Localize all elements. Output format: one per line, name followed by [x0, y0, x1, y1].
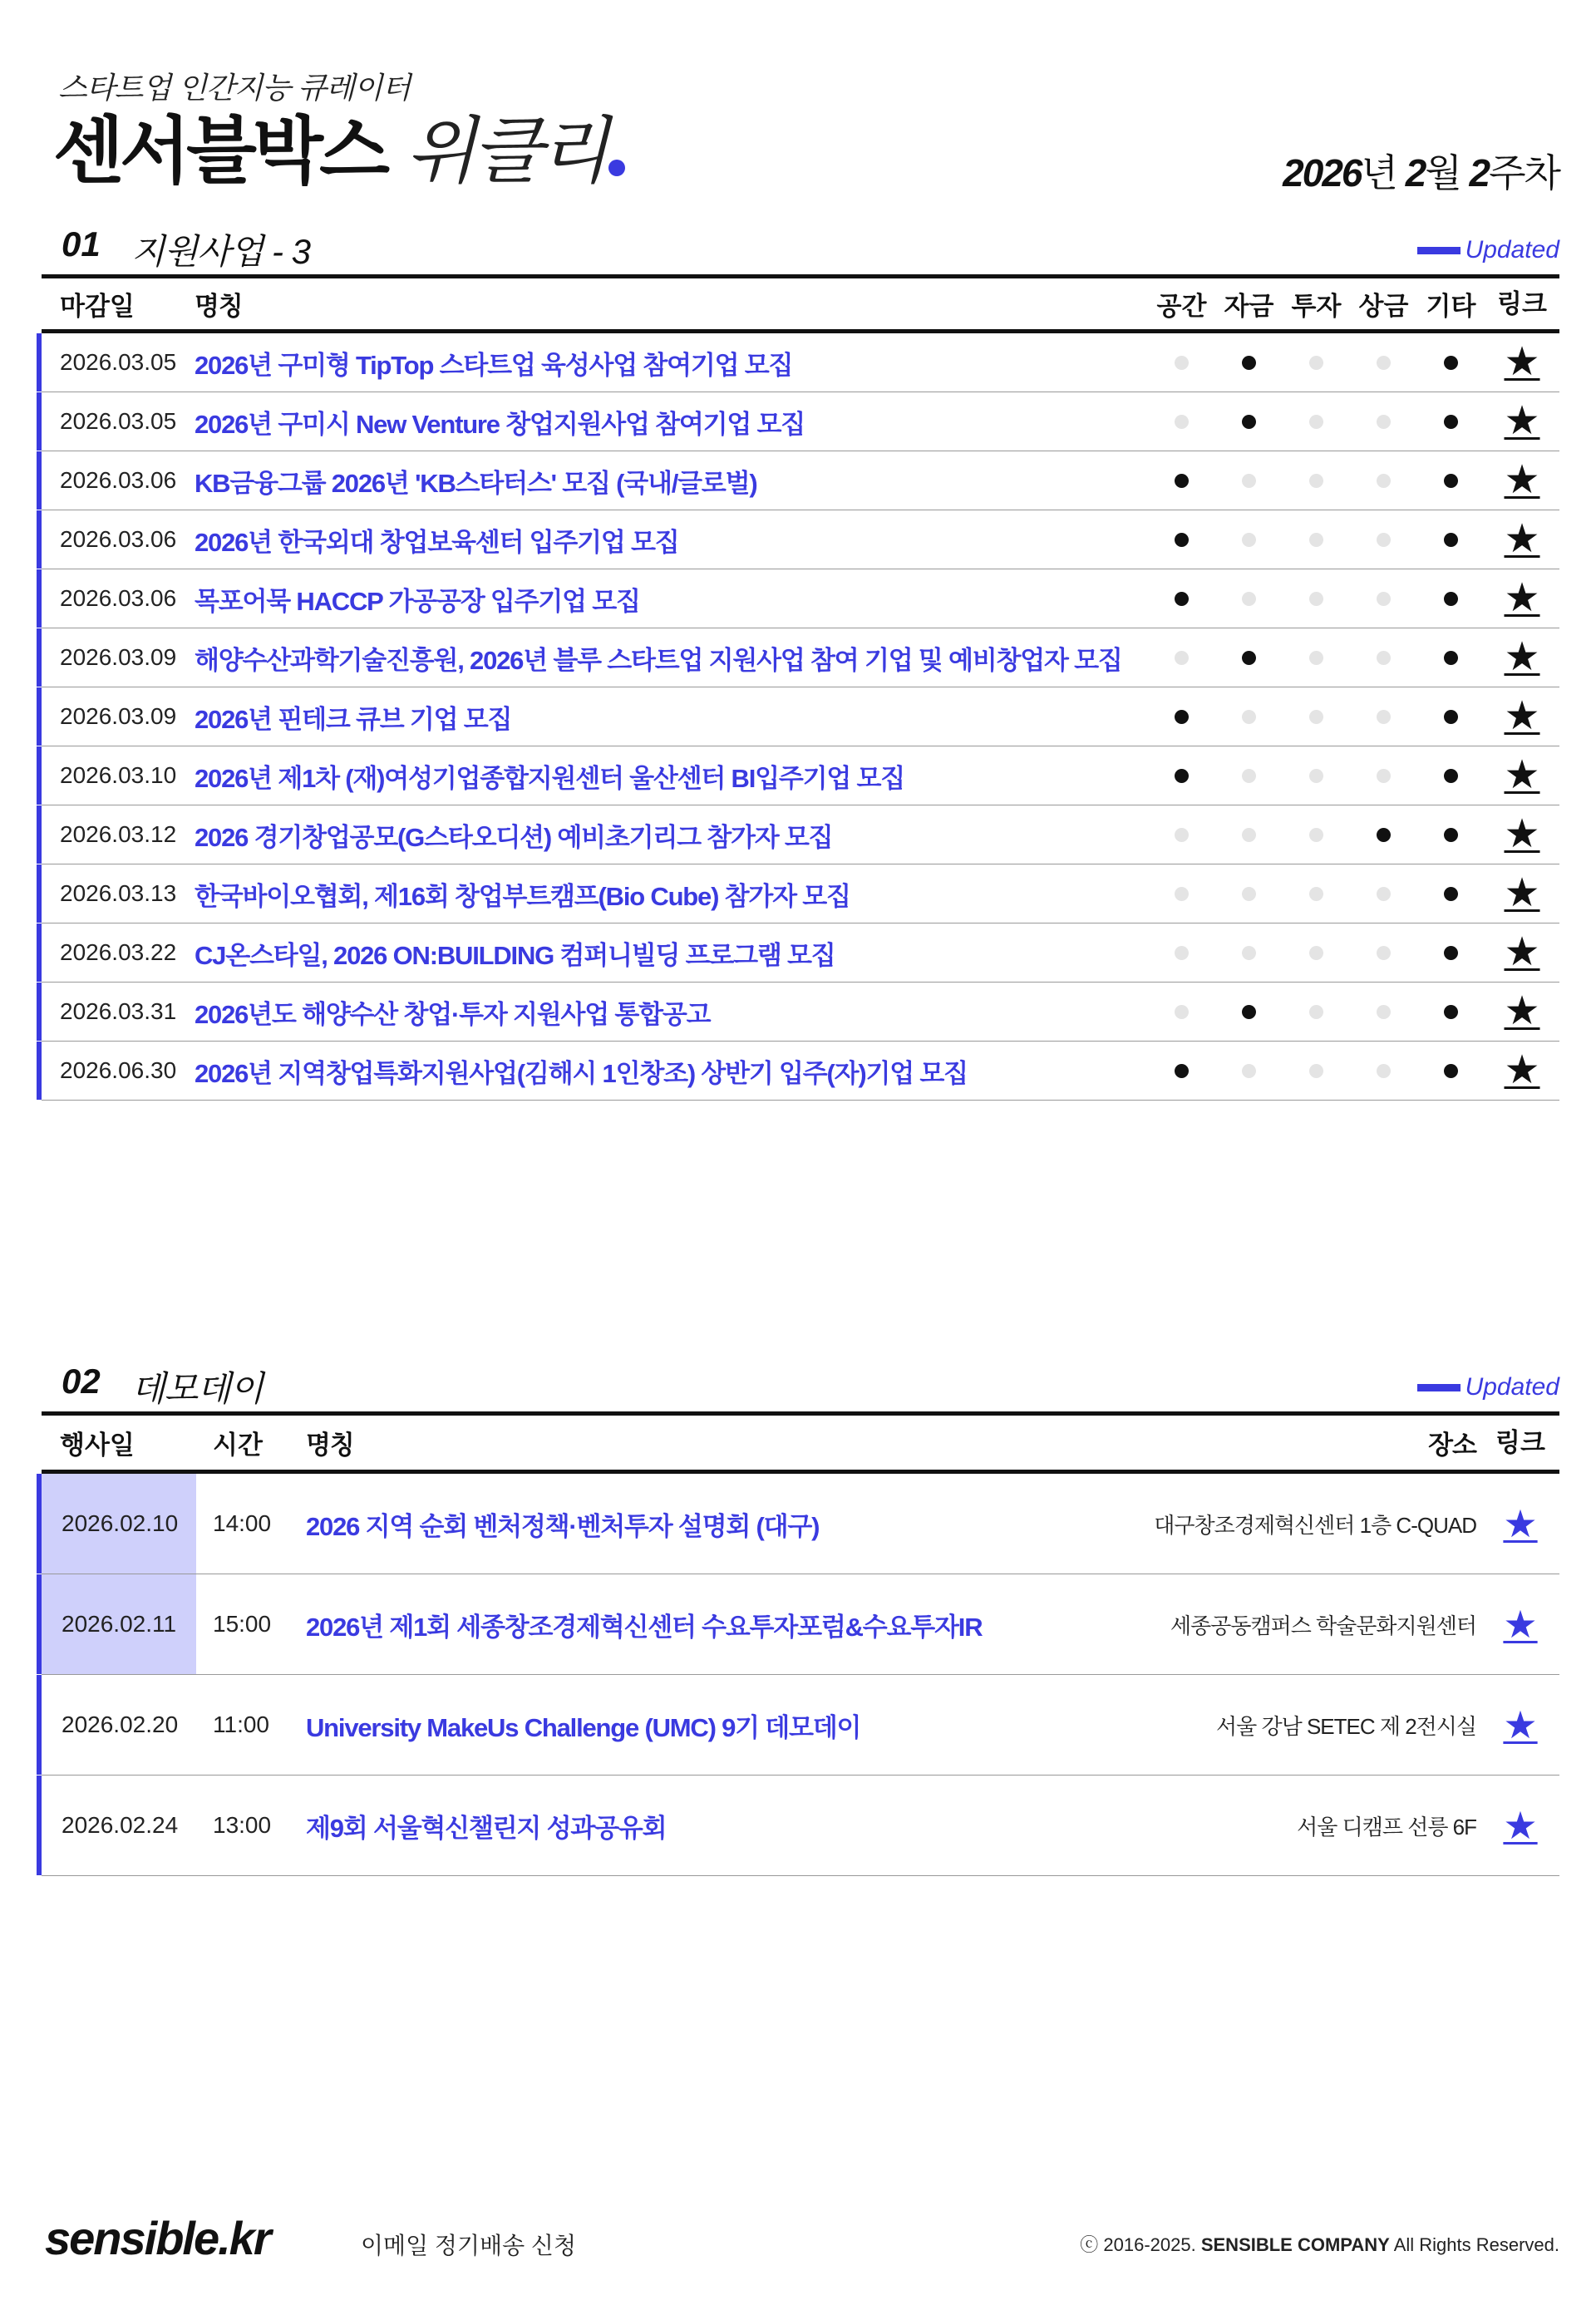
flag-invest [1283, 1005, 1350, 1019]
deadline-cell: 2026.03.05 [60, 408, 177, 434]
flag-invest [1283, 474, 1350, 488]
table-row [42, 1474, 1559, 1574]
col-link: 링크 [1497, 289, 1547, 318]
flag-space [1148, 415, 1215, 429]
footer-logo[interactable]: sensible.kr [45, 2212, 270, 2264]
link-cell [1485, 871, 1559, 915]
col-space: 공간 [1156, 292, 1207, 321]
table-row [42, 628, 1559, 687]
brand-name: 센서블박스 [53, 110, 387, 192]
section-number: 01 [62, 224, 101, 263]
link-cell [1481, 1703, 1559, 1746]
empty-dot-icon [1242, 533, 1256, 547]
filled-dot-icon [1242, 356, 1256, 370]
time-cell: 14:00 [213, 1510, 272, 1536]
table-row [42, 569, 1559, 628]
table-row [42, 923, 1559, 983]
time-cell: 13:00 [213, 1812, 272, 1838]
flag-prize [1350, 1064, 1417, 1078]
link-cell [1485, 989, 1559, 1033]
flag-prize [1350, 1005, 1417, 1019]
program-name-link[interactable]: 2026년 구미시 New Venture 창업지원사업 참여기업 모집 [195, 409, 805, 439]
filled-dot-icon [1175, 769, 1189, 783]
filled-dot-icon [1444, 415, 1458, 429]
empty-dot-icon [1175, 651, 1189, 665]
filled-dot-icon [1444, 887, 1458, 901]
program-name-link[interactable]: 2026년 한국외대 창업보육센터 입주기업 모집 [195, 527, 679, 557]
flag-prize [1350, 533, 1417, 547]
deadline-cell: 2026.03.06 [60, 526, 177, 552]
deadline-cell: 2026.06.30 [60, 1057, 177, 1083]
empty-dot-icon [1309, 1064, 1323, 1078]
flag-invest [1283, 592, 1350, 606]
flag-fund [1215, 1064, 1283, 1078]
flag-etc [1417, 946, 1485, 960]
table-row [42, 805, 1559, 864]
deadline-cell: 2026.03.06 [60, 585, 177, 611]
empty-dot-icon [1377, 533, 1391, 547]
flag-fund [1215, 533, 1283, 547]
flag-space [1148, 592, 1215, 606]
filled-dot-icon [1242, 651, 1256, 665]
star-icon[interactable]: ★ [1504, 1048, 1540, 1092]
empty-dot-icon [1242, 474, 1256, 488]
empty-dot-icon [1377, 887, 1391, 901]
flag-etc [1417, 356, 1485, 370]
event-name-link[interactable]: 2026 지역 순회 벤처정책·벤처투자 설명회 (대구) [306, 1511, 820, 1541]
table-header [42, 278, 1559, 333]
flag-etc [1417, 1005, 1485, 1019]
section-header [42, 224, 1559, 274]
filled-dot-icon [1175, 710, 1189, 724]
col-invest: 투자 [1291, 292, 1342, 321]
week-year-unit: 년 [1361, 151, 1396, 195]
empty-dot-icon [1309, 533, 1323, 547]
updated-legend [1417, 236, 1559, 264]
flag-space [1148, 828, 1215, 842]
updated-label: Updated [1465, 236, 1559, 263]
empty-dot-icon [1377, 710, 1391, 724]
flag-etc [1417, 592, 1485, 606]
section-number: 02 [62, 1362, 101, 1401]
brand-title [53, 110, 625, 192]
table-row [42, 687, 1559, 746]
week-number-unit: 주차 [1489, 151, 1559, 195]
star-icon[interactable]: ★ [1503, 1703, 1538, 1746]
event-date-cell: 2026.02.24 [62, 1812, 179, 1838]
flag-etc [1417, 474, 1485, 488]
flag-space [1148, 1005, 1215, 1019]
flag-etc [1417, 710, 1485, 724]
star-icon[interactable]: ★ [1503, 1804, 1538, 1847]
table-row [42, 1776, 1559, 1876]
updated-label: Updated [1465, 1373, 1559, 1401]
flag-invest [1283, 651, 1350, 665]
program-name-link[interactable]: CJ온스타일, 2026 ON:BUILDING 컴퍼니빌딩 프로그램 모집 [195, 940, 835, 970]
flag-etc [1417, 1064, 1485, 1078]
empty-dot-icon [1175, 828, 1189, 842]
empty-dot-icon [1309, 946, 1323, 960]
filled-dot-icon [1175, 592, 1189, 606]
event-date-cell: 2026.02.20 [62, 1712, 179, 1737]
flag-prize [1350, 828, 1417, 842]
link-cell [1481, 1804, 1559, 1847]
empty-dot-icon [1242, 946, 1256, 960]
week-month: 2 [1405, 151, 1426, 195]
issue-week [1283, 143, 1559, 198]
filled-dot-icon [1444, 651, 1458, 665]
flag-prize [1350, 651, 1417, 665]
col-deadline: 마감일 [60, 292, 135, 321]
empty-dot-icon [1377, 415, 1391, 429]
col-name: 명칭 [306, 1431, 354, 1460]
week-month-unit: 월 [1425, 151, 1461, 195]
col-etc: 기타 [1426, 292, 1476, 321]
deadline-cell: 2026.03.10 [60, 762, 177, 788]
program-name-link[interactable]: 한국바이오협회, 제16회 창업부트캠프(Bio Cube) 참가자 모집 [195, 881, 850, 911]
star-icon[interactable]: ★ [1504, 694, 1540, 738]
star-icon[interactable]: ★ [1504, 399, 1540, 443]
time-cell: 15:00 [213, 1611, 272, 1637]
filled-dot-icon [1444, 356, 1458, 370]
filled-dot-icon [1444, 1064, 1458, 1078]
deadline-cell: 2026.03.06 [60, 467, 177, 493]
copyright [1080, 2231, 1559, 2257]
empty-dot-icon [1242, 1064, 1256, 1078]
flag-fund [1215, 946, 1283, 960]
filled-dot-icon [1377, 828, 1391, 842]
star-icon[interactable]: ★ [1504, 989, 1540, 1033]
program-name-link[interactable]: 2026년도 해양수산 창업·투자 지원사업 통합공고 [195, 999, 711, 1029]
link-cell [1485, 812, 1559, 856]
flag-invest [1283, 769, 1350, 783]
flag-invest [1283, 1064, 1350, 1078]
place-cell: 세종공동캠퍼스 학술문화지원센터 [1170, 1613, 1476, 1638]
empty-dot-icon [1377, 474, 1391, 488]
col-link: 링크 [1495, 1428, 1545, 1457]
filled-dot-icon [1444, 769, 1458, 783]
empty-dot-icon [1309, 474, 1323, 488]
flag-space [1148, 887, 1215, 901]
flag-space [1148, 769, 1215, 783]
demoday-list [42, 1474, 1559, 1876]
program-name-link[interactable]: 2026년 구미형 TipTop 스타트업 육성사업 참여기업 모집 [195, 350, 793, 380]
deadline-cell: 2026.03.22 [60, 939, 177, 965]
flag-invest [1283, 710, 1350, 724]
flag-fund [1215, 710, 1283, 724]
program-name-link[interactable]: 2026년 지역창업특화지원사업(김해시 1인창조) 상반기 입주(자)기업 모집 [195, 1058, 968, 1088]
empty-dot-icon [1242, 592, 1256, 606]
star-icon[interactable]: ★ [1503, 1603, 1538, 1646]
flag-prize [1350, 710, 1417, 724]
empty-dot-icon [1309, 1005, 1323, 1019]
week-year: 2026 [1283, 151, 1362, 195]
empty-dot-icon [1175, 887, 1189, 901]
filled-dot-icon [1242, 1005, 1256, 1019]
section-title [131, 224, 310, 274]
star-icon[interactable]: ★ [1504, 753, 1540, 797]
table-row [42, 746, 1559, 805]
flag-etc [1417, 651, 1485, 665]
col-prize: 상금 [1358, 292, 1409, 321]
flag-fund [1215, 828, 1283, 842]
filled-dot-icon [1175, 474, 1189, 488]
star-icon[interactable]: ★ [1504, 871, 1540, 915]
flag-fund [1215, 474, 1283, 488]
flag-space [1148, 710, 1215, 724]
filled-dot-icon [1175, 1064, 1189, 1078]
flag-etc [1417, 533, 1485, 547]
link-cell [1485, 930, 1559, 974]
filled-dot-icon [1444, 592, 1458, 606]
table-row [42, 510, 1559, 569]
flag-space [1148, 1064, 1215, 1078]
star-icon[interactable]: ★ [1503, 1502, 1538, 1545]
brand-subtitle: 위클리 [406, 110, 606, 192]
star-icon[interactable]: ★ [1504, 517, 1540, 561]
updated-bar-icon [1417, 247, 1461, 254]
time-cell: 11:00 [213, 1712, 269, 1737]
link-cell [1485, 342, 1559, 382]
flag-etc [1417, 828, 1485, 842]
event-date-cell: 2026.02.10 [42, 1474, 196, 1574]
empty-dot-icon [1242, 710, 1256, 724]
table-row [42, 451, 1559, 510]
demoday-section [42, 1362, 1559, 1876]
empty-dot-icon [1377, 356, 1391, 370]
empty-dot-icon [1309, 769, 1323, 783]
table-row [42, 1574, 1559, 1675]
flag-fund [1215, 887, 1283, 901]
flag-prize [1350, 946, 1417, 960]
link-cell [1485, 635, 1559, 679]
deadline-cell: 2026.03.09 [60, 703, 177, 729]
empty-dot-icon [1242, 887, 1256, 901]
link-cell [1481, 1502, 1559, 1545]
table-row [42, 1042, 1559, 1101]
filled-dot-icon [1444, 710, 1458, 724]
empty-dot-icon [1377, 1064, 1391, 1078]
filled-dot-icon [1444, 828, 1458, 842]
link-cell [1485, 1048, 1559, 1092]
empty-dot-icon [1377, 769, 1391, 783]
subscribe-link[interactable]: 이메일 정기배송 신청 [361, 2233, 576, 2258]
col-event-date: 행사일 [60, 1431, 135, 1460]
star-icon[interactable]: ★ [1504, 340, 1540, 384]
empty-dot-icon [1242, 828, 1256, 842]
place-cell: 대구창조경제혁신센터 1층 C-QUAD [1154, 1512, 1476, 1538]
empty-dot-icon [1309, 828, 1323, 842]
program-name-link[interactable]: 해양수산과학기술진흥원, 2026년 블루 스타트업 지원사업 참여 기업 및 예비창업자 모집 [195, 645, 1122, 675]
col-fund: 자금 [1224, 292, 1274, 321]
flag-invest [1283, 946, 1350, 960]
event-name-link[interactable]: 2026년 제1회 세종창조경제혁신센터 수요투자포럼&수요투자IR [306, 1612, 983, 1642]
flag-space [1148, 533, 1215, 547]
section-header [42, 1362, 1559, 1411]
program-name-link[interactable]: KB금융그룹 2026년 'KB스타터스' 모집 (국내/글로벌) [195, 468, 757, 498]
star-icon[interactable]: ★ [1504, 812, 1540, 856]
event-name-link[interactable]: 제9회 서울혁신챌린지 성과공유회 [306, 1813, 667, 1843]
flag-invest [1283, 828, 1350, 842]
flag-etc [1417, 769, 1485, 783]
table-row [42, 864, 1559, 923]
deadline-cell: 2026.03.31 [60, 998, 177, 1024]
link-cell [1485, 694, 1559, 738]
star-icon[interactable]: ★ [1504, 576, 1540, 620]
col-name: 명칭 [195, 292, 243, 321]
flag-fund [1215, 769, 1283, 783]
empty-dot-icon [1309, 415, 1323, 429]
page-header [53, 62, 1559, 203]
filled-dot-icon [1175, 533, 1189, 547]
link-cell [1485, 753, 1559, 797]
link-cell [1485, 576, 1559, 620]
star-icon[interactable]: ★ [1504, 635, 1540, 679]
empty-dot-icon [1242, 769, 1256, 783]
star-icon[interactable]: ★ [1504, 458, 1540, 502]
table-row [42, 983, 1559, 1042]
flag-prize [1350, 592, 1417, 606]
flag-prize [1350, 887, 1417, 901]
program-name-link[interactable]: 2026 경기창업공모(G스타오디션) 예비초기리그 참가자 모집 [195, 822, 833, 852]
filled-dot-icon [1444, 946, 1458, 960]
rights-text: All Rights Reserved. [1393, 2234, 1559, 2255]
filled-dot-icon [1242, 415, 1256, 429]
flag-space [1148, 946, 1215, 960]
section-title: 데모데이 [131, 1369, 264, 1408]
deadline-cell: 2026.03.13 [60, 880, 177, 906]
program-name-link[interactable]: 2026년 핀테크 큐브 기업 모집 [195, 704, 512, 734]
brand-dot-icon [608, 160, 625, 176]
flag-prize [1350, 356, 1417, 370]
flag-etc [1417, 415, 1485, 429]
link-cell [1481, 1603, 1559, 1646]
flag-fund [1215, 592, 1283, 606]
empty-dot-icon [1377, 1005, 1391, 1019]
table-header [42, 1416, 1559, 1474]
copyright-years: ⓒ 2016-2025. [1080, 2234, 1196, 2255]
event-name-link[interactable]: University MakeUs Challenge (UMC) 9기 데모데이 [306, 1712, 861, 1742]
flag-etc [1417, 887, 1485, 901]
section-title-suffix: - 3 [263, 232, 310, 271]
star-icon[interactable]: ★ [1504, 930, 1540, 974]
flag-prize [1350, 769, 1417, 783]
flag-invest [1283, 887, 1350, 901]
flag-invest [1283, 533, 1350, 547]
empty-dot-icon [1377, 651, 1391, 665]
table-row [42, 392, 1559, 451]
table-row [42, 333, 1559, 392]
section-title-text: 지원사업 [131, 232, 264, 271]
company-name: SENSIBLE COMPANY [1200, 2234, 1390, 2255]
week-number: 2 [1469, 151, 1490, 195]
place-cell: 서울 디캠프 선릉 6F [1297, 1814, 1476, 1840]
link-cell [1485, 517, 1559, 561]
deadline-cell: 2026.03.05 [60, 349, 177, 375]
flag-fund [1215, 1005, 1283, 1019]
empty-dot-icon [1309, 887, 1323, 901]
program-name-link[interactable]: 목포어묵 HACCP 가공공장 입주기업 모집 [195, 586, 640, 616]
empty-dot-icon [1175, 1005, 1189, 1019]
filled-dot-icon [1444, 1005, 1458, 1019]
empty-dot-icon [1377, 946, 1391, 960]
link-cell [1485, 458, 1559, 502]
tagline: 스타트업 인간지능 큐레이터 [58, 71, 411, 105]
filled-dot-icon [1444, 533, 1458, 547]
support-programs-section [42, 224, 1559, 1101]
empty-dot-icon [1309, 592, 1323, 606]
flag-prize [1350, 415, 1417, 429]
flag-prize [1350, 474, 1417, 488]
empty-dot-icon [1309, 710, 1323, 724]
page-footer [45, 2211, 1559, 2264]
filled-dot-icon [1444, 474, 1458, 488]
program-name-link[interactable]: 2026년 제1차 (재)여성기업종합지원센터 울산센터 BI입주기업 모집 [195, 763, 905, 793]
place-cell: 서울 강남 SETEC 제 2전시실 [1216, 1713, 1476, 1739]
empty-dot-icon [1175, 415, 1189, 429]
col-time: 시간 [213, 1431, 263, 1460]
deadline-cell: 2026.03.09 [60, 644, 177, 670]
table-row [42, 1675, 1559, 1776]
flag-space [1148, 651, 1215, 665]
flag-fund [1215, 651, 1283, 665]
empty-dot-icon [1309, 356, 1323, 370]
flag-invest [1283, 356, 1350, 370]
empty-dot-icon [1175, 946, 1189, 960]
empty-dot-icon [1309, 651, 1323, 665]
flag-fund [1215, 415, 1283, 429]
event-date-cell: 2026.02.11 [42, 1574, 196, 1674]
flag-space [1148, 356, 1215, 370]
flag-space [1148, 474, 1215, 488]
link-cell [1485, 401, 1559, 441]
empty-dot-icon [1175, 356, 1189, 370]
updated-legend [1417, 1373, 1559, 1401]
flag-fund [1215, 356, 1283, 370]
deadline-cell: 2026.03.12 [60, 821, 177, 847]
empty-dot-icon [1377, 592, 1391, 606]
program-list [42, 333, 1559, 1101]
updated-bar-icon [1417, 1384, 1461, 1391]
col-place: 장소 [1428, 1431, 1476, 1460]
flag-invest [1283, 415, 1350, 429]
